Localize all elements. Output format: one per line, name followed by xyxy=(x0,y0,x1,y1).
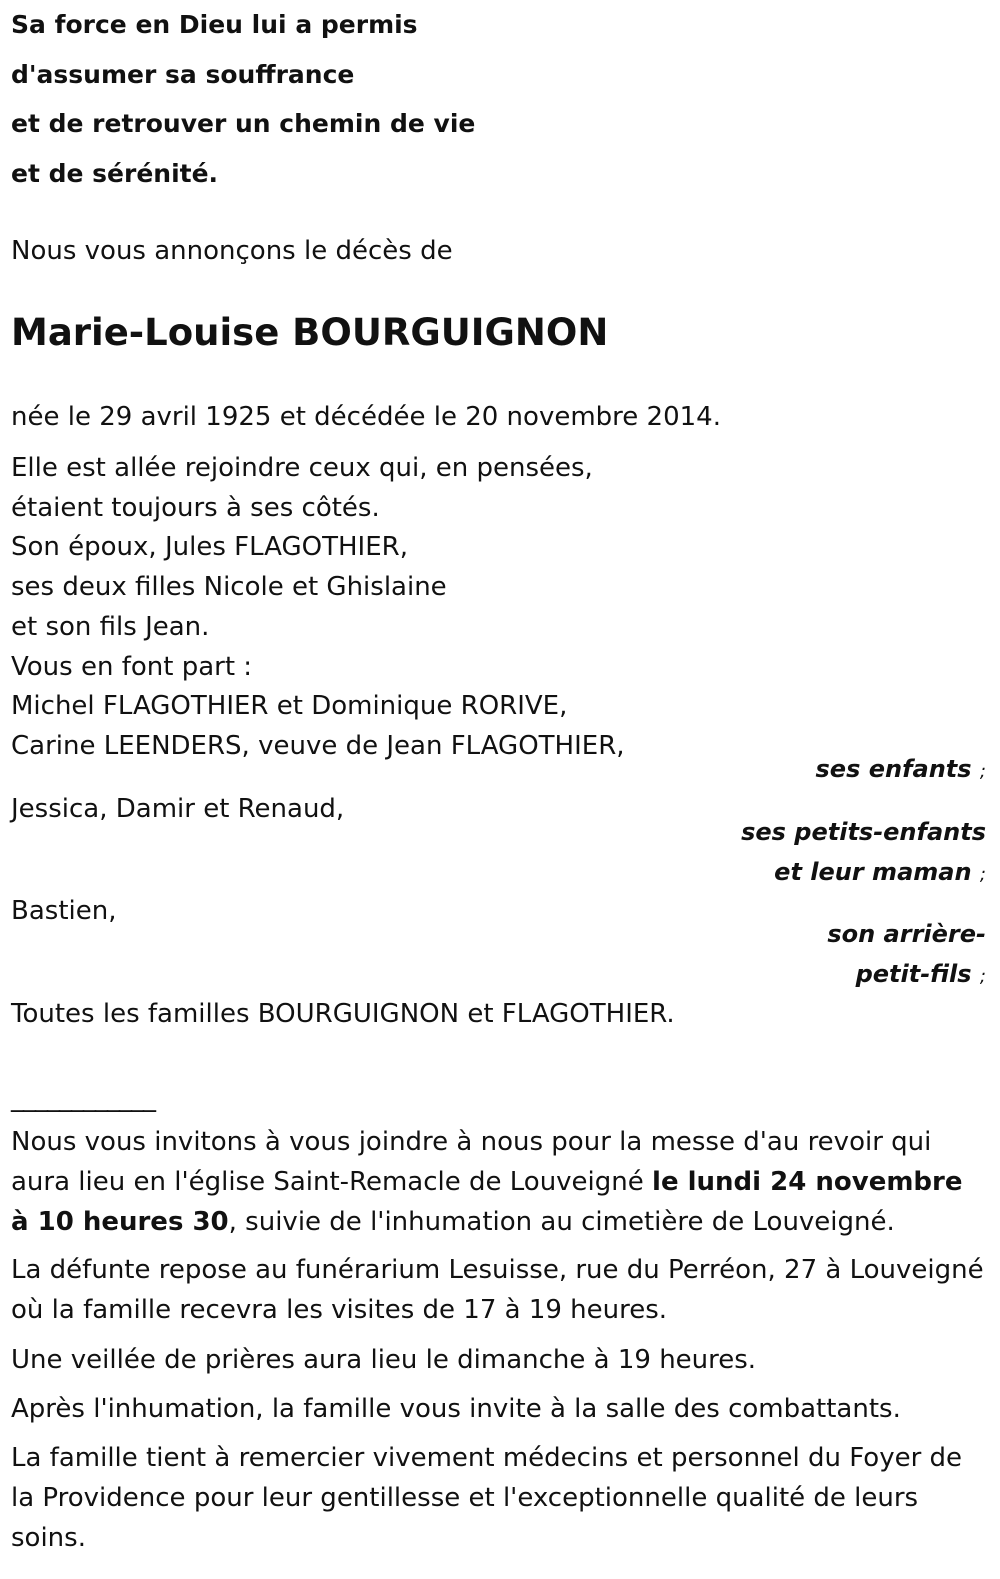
relation-label: son arrière- xyxy=(827,920,986,948)
relation-grandchildren xyxy=(741,812,986,895)
rest-place-paragraph: La défunte repose au funérarium Lesuisse, rue du Perréon, 27 à Louveigné où la famille recevra les visites de 17 à 19 heures. xyxy=(11,1255,984,1325)
deceased-name: Marie-Louise BOURGUIGNON xyxy=(11,311,609,354)
announcement-intro: Nous vous annonçons le décès de xyxy=(11,236,453,266)
family-paragraph xyxy=(11,449,625,767)
semicolon: ; xyxy=(979,864,986,885)
family-line: Vous en font part : xyxy=(11,651,253,682)
mass-paragraph xyxy=(11,1122,986,1242)
epitaph-line: Sa force en Dieu lui a permis xyxy=(11,10,418,39)
all-families: Toutes les familles BOURGUIGNON et FLAGOTHIER. xyxy=(11,999,675,1029)
relation-great-grandchild xyxy=(827,914,986,997)
relation-label: ses petits-enfants xyxy=(741,818,986,846)
family-line: Son époux, Jules FLAGOTHIER, xyxy=(11,532,408,563)
separator-line: ____________ xyxy=(11,1083,155,1113)
family-line: ses deux filles Nicole et Ghislaine xyxy=(11,572,447,603)
family-line: Michel FLAGOTHIER et Dominique RORIVE, xyxy=(11,691,568,722)
family-line: Carine LEENDERS, veuve de Jean FLAGOTHIER, xyxy=(11,730,625,761)
birth-death-dates: née le 29 avril 1925 et décédée le 20 novembre 2014. xyxy=(11,402,721,432)
family-line: et son fils Jean. xyxy=(11,611,210,642)
epitaph-line: et de sérénité. xyxy=(11,158,219,188)
relation-label: ses enfants xyxy=(815,755,972,783)
grandchildren-names: Jessica, Damir et Renaud, xyxy=(11,794,345,824)
epitaph-line: d'assumer sa souffrance xyxy=(11,59,355,89)
relation-label: et leur maman xyxy=(774,858,972,886)
epitaph-quote xyxy=(11,0,475,198)
semicolon: ; xyxy=(979,761,986,782)
thanks-paragraph: La famille tient à remercier vivement médecins et personnel du Foyer de la Providence pour leur gentillesse et l'exceptionnelle qualité de leurs soins. xyxy=(11,1443,963,1553)
mass-text-end: , suivie de l'inhumation au cimetière de Louveigné. xyxy=(228,1207,895,1237)
great-grandchild-name: Bastien, xyxy=(11,896,117,926)
epitaph-line: et de retrouver un chemin de vie xyxy=(11,109,476,138)
vigil-paragraph: Une veillée de prières aura lieu le dimanche à 19 heures. xyxy=(11,1345,757,1375)
semicolon: ; xyxy=(979,966,986,987)
relation-label: petit-fils xyxy=(855,960,972,988)
after-burial-paragraph: Après l'inhumation, la famille vous invite à la salle des combattants. xyxy=(11,1394,901,1424)
relation-children xyxy=(816,749,986,792)
family-line: Elle est allée rejoindre ceux qui, en pensées, xyxy=(11,453,593,483)
family-line: étaient toujours à ses côtés. xyxy=(11,492,380,523)
mass-date-time: le lundi 24 novembre à 10 heures 30 xyxy=(11,1167,963,1237)
mass-text: Nous vous invitons à vous joindre à nous pour la messe d'au revoir qui aura lieu en l'église Saint-Remacle de Louveigné xyxy=(11,1127,932,1197)
